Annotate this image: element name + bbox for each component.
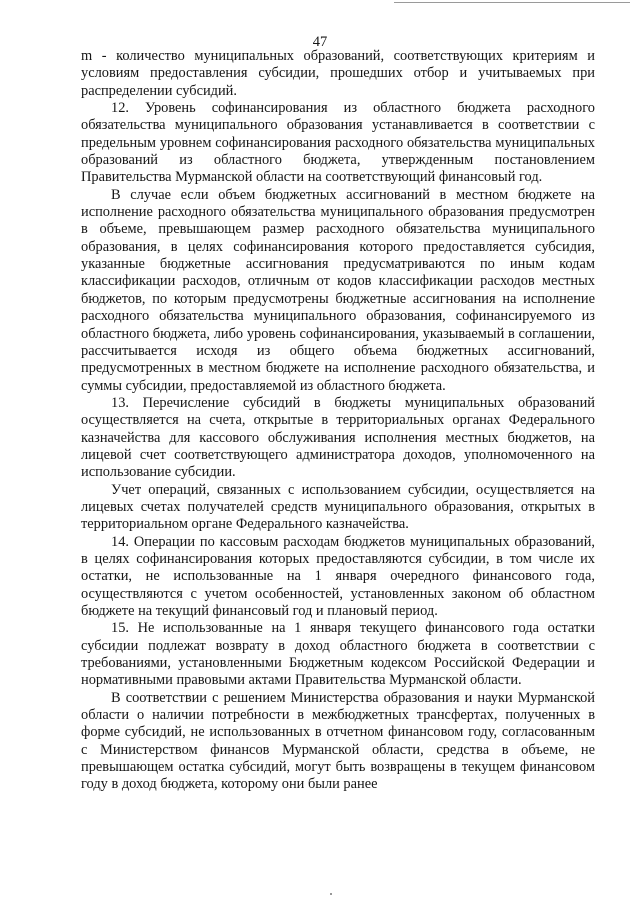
paragraph-12-budget-allocation: В случае если объем бюджетных ассигнований в местном бюджете на исполнение расходного обязательства муниципального образования предусмотрен в объеме, превышающем размер расходного обязательства муниципального образования, в целях софинансирования которого предоставляется субсидия, указанные бюджетные ассигнования предусматриваются по иным кодам классификации расходов, отличным от кодов классификации расходов местных бюджетов, по которым предусмотрены бюджетные ассигнования на исполнение расходного обязательства муниципального образования, софинансируемого из областного бюджета, либо уровень софинансирования, указываемый в соглашении, рассчитывается исходя из общего объема бюджетных ассигнований, предусмотренных в местном бюджете на исполнение расходного обязательства, и суммы субсидии, предоставляемой из областного бюджета. — [81, 186, 595, 394]
paragraph-14: 14. Операции по кассовым расходам бюджетов муниципальных образований, в целях софинансирования которых предоставляются субсидии, в том числе их остатки, не использованные на 1 января очередного финансового года, осуществляются с учетом особенностей, установленных законом об областном бюджете на текущий финансовый год и плановый период. — [81, 533, 595, 619]
paragraph-15-return: В соответствии с решением Министерства образования и науки Мурманской области о наличии потребности в межбюджетных трансфертах, полученных в форме субсидий, не использованных в отчетном финансовом году, согласованным с Министерством финансов Мурманской области, средства в объеме, не превышающем остатка субсидий, могут быть возвращены в текущем финансовом году в доход бюджета, которому они были ранее — [81, 689, 595, 793]
paragraph-13-accounting: Учет операций, связанных с использованием субсидии, осуществляется на лицевых счетах получателей средств муниципального образования, открытых в территориальном органе Федерального казначейства. — [81, 481, 595, 533]
document-body — [81, 48, 595, 794]
top-rule — [394, 2, 630, 3]
paragraph-13: 13. Перечисление субсидий в бюджеты муниципальных образований осуществляется на счета, открытые в территориальных органах Федерального казначейства для кассового обслуживания исполнения местных бюджетов, на лицевой счет соответствующего администратора доходов, уполномоченного на использование субсидии. — [81, 394, 595, 481]
paragraph-m-definition: m - количество муниципальных образований, соответствующих критериям и условиям предоставления субсидии, прошедших отбор и учитываемых при распределении субсидий. — [81, 48, 595, 99]
paragraph-15: 15. Не использованные на 1 января текущего финансового года остатки субсидии подлежат возврату в доход областного бюджета в соответствии с требованиями, установленными Бюджетным кодексом Российской Федерации и нормативными правовыми актами Правительства Мурманской области. — [81, 620, 595, 689]
page-number: 47 — [312, 34, 328, 50]
scan-speck — [330, 893, 332, 895]
paragraph-12: 12. Уровень софинансирования из областного бюджета расходного обязательства муниципального образования устанавливается в соответствии с предельным уровнем софинансирования расходного обязательства муниципальных образований из областного бюджета, утвержденным постановлением Правительства Мурманской области на соответствующий финансовый год. — [81, 100, 595, 186]
